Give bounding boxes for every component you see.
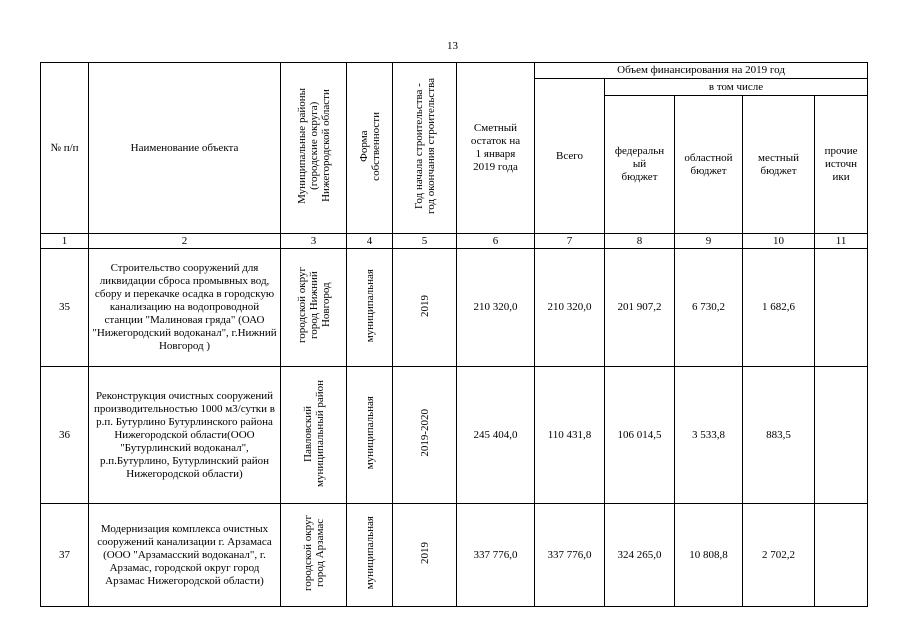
table-row [41, 504, 868, 607]
column-number: 1 [41, 234, 89, 249]
header-ownership-text: Форма собственности [357, 111, 382, 181]
financing-table [40, 62, 868, 607]
row-federal: 324 265,0 [605, 504, 675, 607]
row-num: 36 [41, 367, 89, 504]
row-municipality-text: городской округ город Нижний Новгород [295, 267, 332, 344]
header-other: прочие источн ики [815, 96, 868, 234]
header-federal: федеральн ый бюджет [605, 96, 675, 234]
header-total: Всего [535, 79, 605, 234]
row-object-name: Модернизация комплекса очистных сооружений канализации г. Арзамаса (ООО "Арзамасский водоканал", г. Арзамас, городской округ город Арзамас Нижегородской области) [89, 504, 281, 607]
row-num: 37 [41, 504, 89, 607]
row-ownership-text: муниципальная [363, 396, 376, 470]
row-federal: 201 907,2 [605, 249, 675, 367]
header-years [393, 63, 457, 234]
column-number: 7 [535, 234, 605, 249]
row-local: 883,5 [743, 367, 815, 504]
table-row [41, 367, 868, 504]
row-other [815, 367, 868, 504]
row-years [393, 504, 457, 607]
row-municipality-text: городской округ город Арзамас [301, 514, 326, 592]
row-years-text: 2019-2020 [418, 409, 431, 457]
header-local: местный бюджет [743, 96, 815, 234]
row-ownership [347, 504, 393, 607]
row-years [393, 367, 457, 504]
header-years-text: Год начала строительства - год окончания строительства [412, 78, 437, 214]
column-number: 11 [815, 234, 868, 249]
header-municipality-text: Муниципальные районы (городские округа) Нижегородской области [295, 88, 332, 204]
table-row [41, 249, 868, 367]
column-number: 10 [743, 234, 815, 249]
column-number-row [41, 234, 868, 249]
row-total: 210 320,0 [535, 249, 605, 367]
column-number: 3 [281, 234, 347, 249]
header-including: в том числе [605, 79, 868, 96]
header-municipality [281, 63, 347, 234]
row-regional: 10 808,8 [675, 504, 743, 607]
row-years-text: 2019 [418, 294, 431, 317]
row-total: 110 431,8 [535, 367, 605, 504]
row-municipality [281, 249, 347, 367]
row-federal: 106 014,5 [605, 367, 675, 504]
row-regional: 3 533,8 [675, 367, 743, 504]
page-number: 13 [447, 40, 458, 52]
row-num: 35 [41, 249, 89, 367]
row-other [815, 504, 868, 607]
column-number: 2 [89, 234, 281, 249]
header-num: № п/п [41, 63, 89, 234]
row-other [815, 249, 868, 367]
column-number: 8 [605, 234, 675, 249]
row-municipality [281, 504, 347, 607]
column-number: 5 [393, 234, 457, 249]
row-municipality [281, 367, 347, 504]
header-estimate: Сметный остаток на 1 января 2019 года [457, 63, 535, 234]
row-years [393, 249, 457, 367]
row-estimate: 210 320,0 [457, 249, 535, 367]
header-ownership [347, 63, 393, 234]
column-number: 9 [675, 234, 743, 249]
row-object-name: Реконструкция очистных сооружений производительностью 1000 м3/сутки в р.п. Бутурлино Бутурлинского района Нижегородской области(ООО "Бутурлинский водоканал", р.п.Бутурлино, Бутурлинский район Нижегородской области) [89, 367, 281, 504]
header-regional: областной бюджет [675, 96, 743, 234]
row-ownership [347, 249, 393, 367]
row-ownership [347, 367, 393, 504]
column-number: 4 [347, 234, 393, 249]
row-ownership-text: муниципальная [363, 268, 376, 343]
row-object-name: Строительство сооружений для ликвидации сброса промывных вод, сбору и перекачке осадка в городскую канализацию на водопроводной станции "Малиновая гряда" (ОАО "Нижегородский водоканал", г.Нижний Новгород ) [89, 249, 281, 367]
row-local: 2 702,2 [743, 504, 815, 607]
row-years-text: 2019 [418, 542, 431, 564]
header-name: Наименование объекта [89, 63, 281, 234]
row-estimate: 337 776,0 [457, 504, 535, 607]
row-local: 1 682,6 [743, 249, 815, 367]
row-municipality-text: Павловский муниципальный район [301, 379, 326, 487]
row-total: 337 776,0 [535, 504, 605, 607]
row-regional: 6 730,2 [675, 249, 743, 367]
column-number: 6 [457, 234, 535, 249]
row-ownership-text: муниципальная [363, 516, 376, 590]
header-financing: Объем финансирования на 2019 год [535, 63, 868, 79]
row-estimate: 245 404,0 [457, 367, 535, 504]
